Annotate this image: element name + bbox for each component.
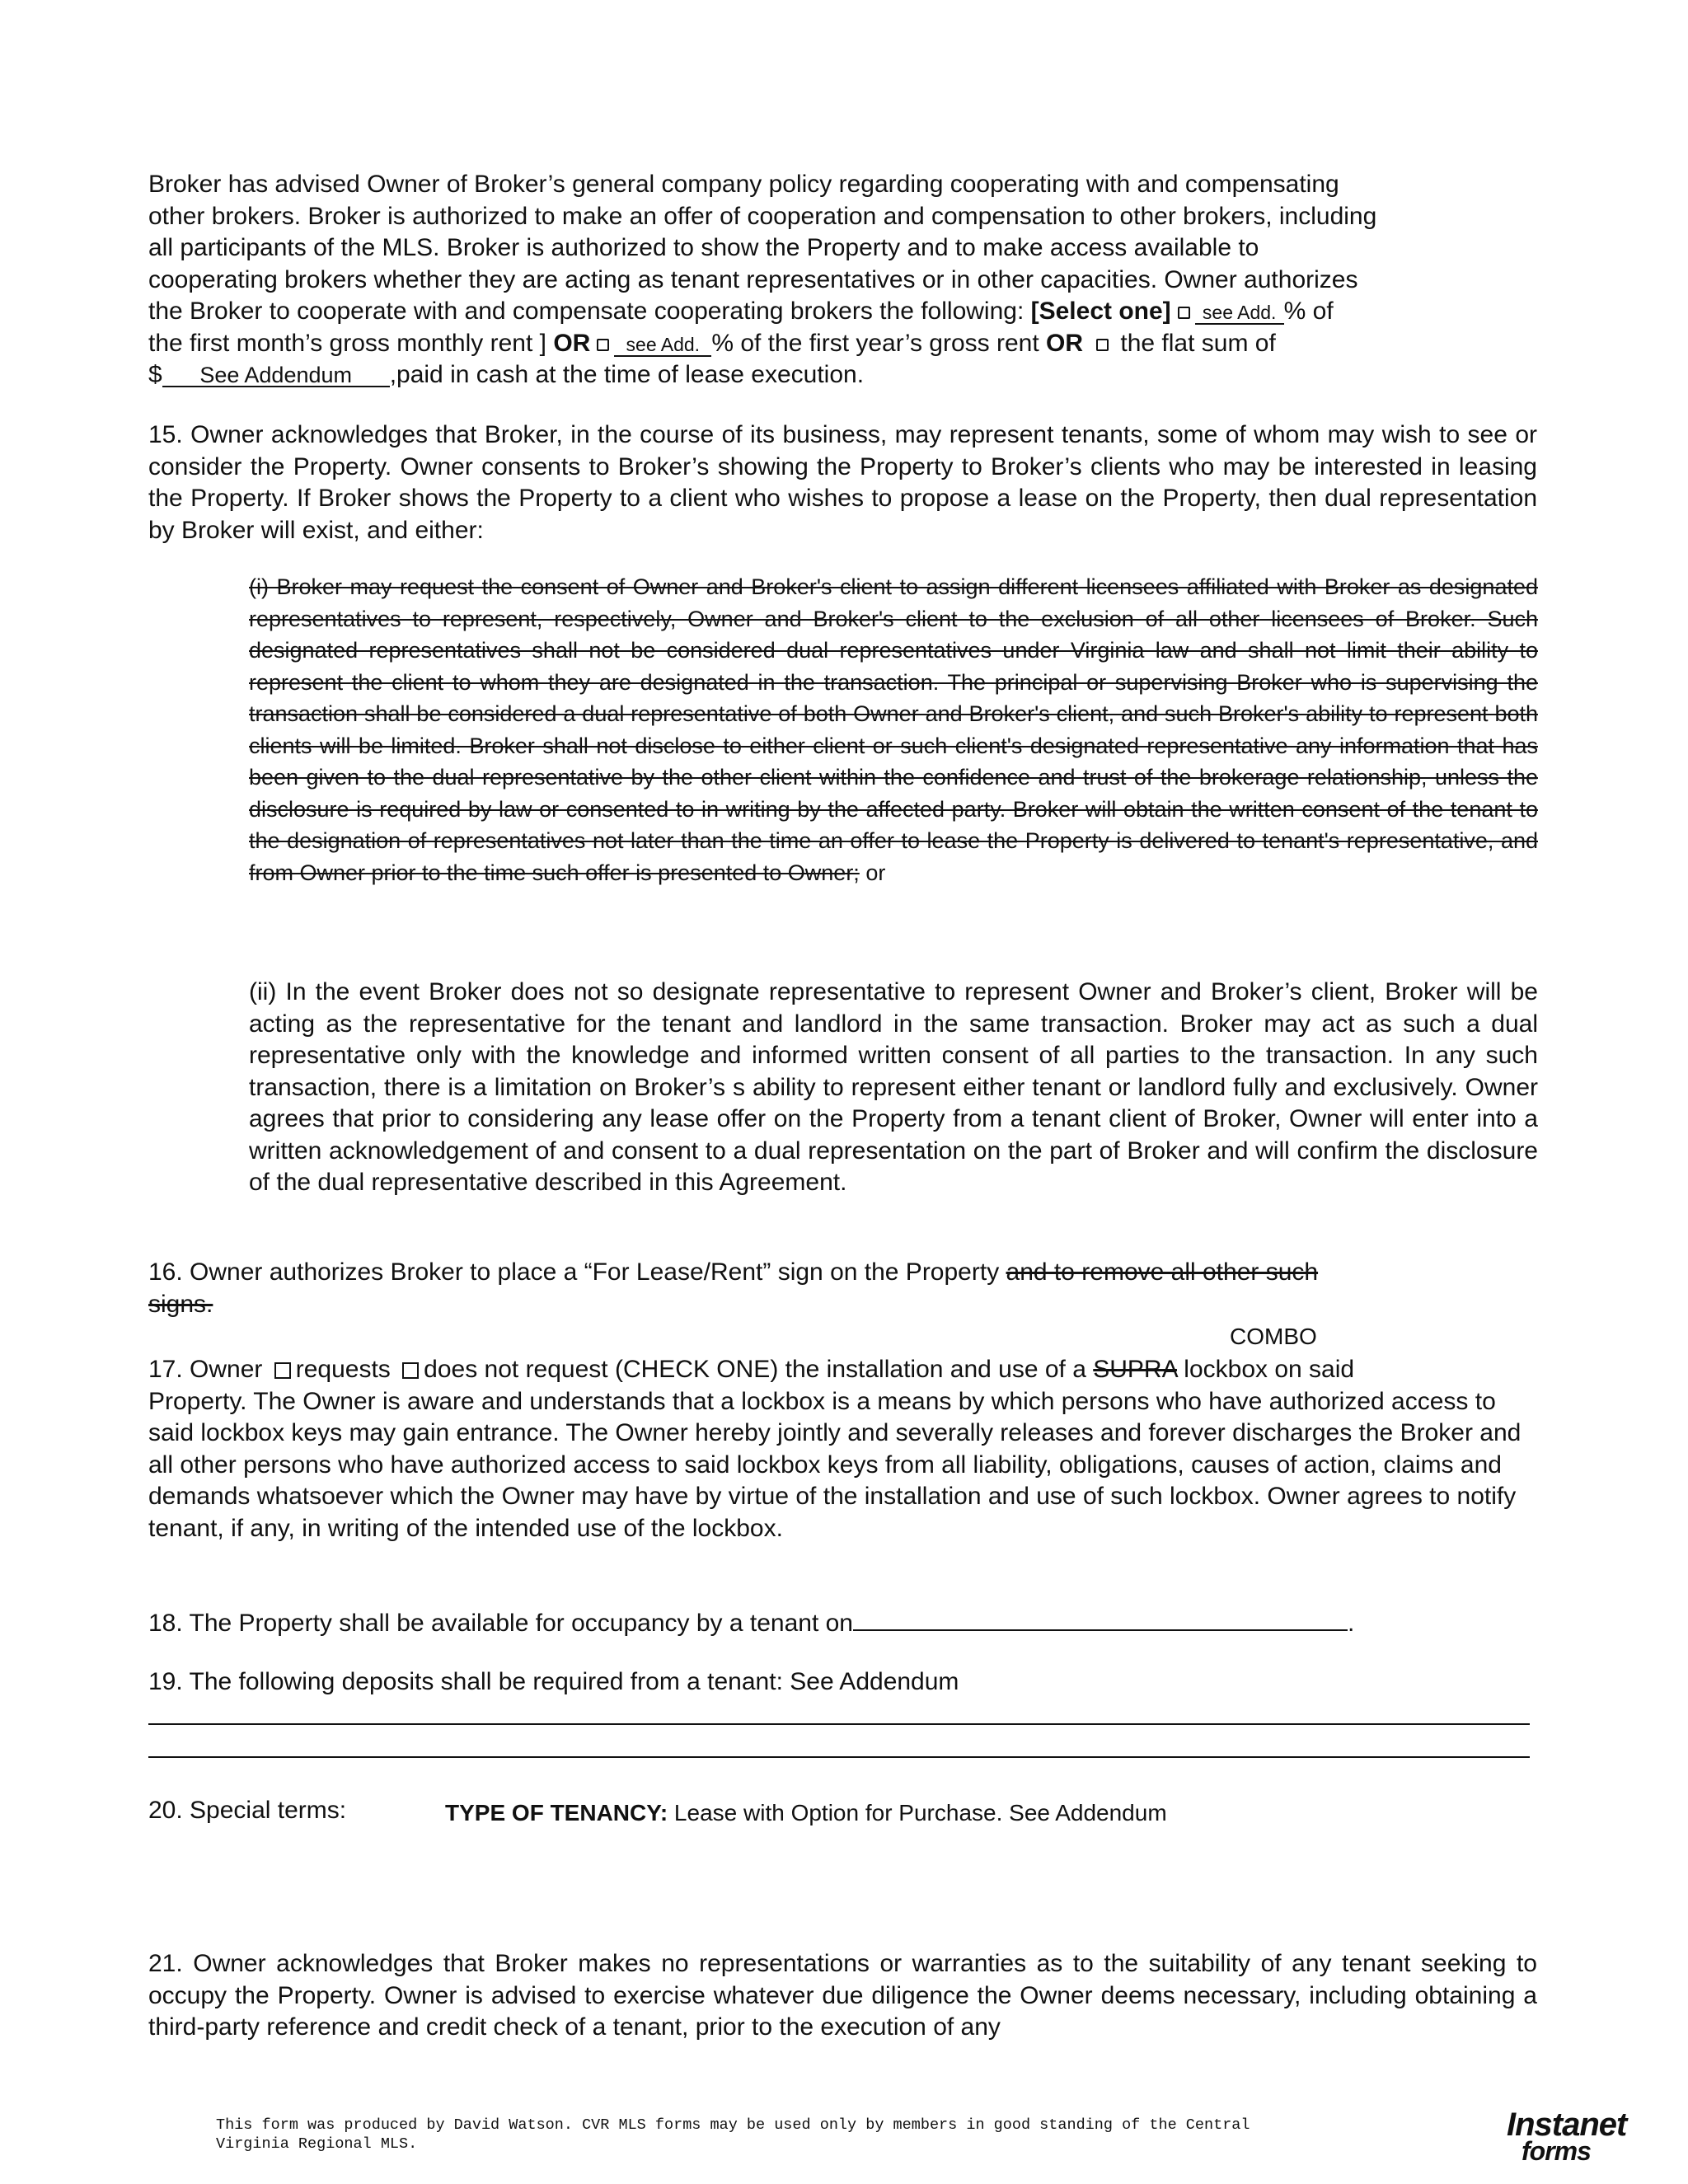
paragraph-15-i	[249, 571, 1538, 888]
p18-text: 18. The Property shall be available for occupancy by a tenant on	[148, 1610, 853, 1637]
p14-line: cooperating brokers whether they are acting as tenant representatives or in other capacities. Owner authorizes	[148, 265, 1358, 293]
p14-line	[148, 328, 1537, 360]
p14-text: % of	[1283, 298, 1334, 325]
p14-line: Broker has advised Owner of Broker’s general company policy regarding cooperating with and compensating	[148, 171, 1339, 198]
fill-flat-sum[interactable]: See Addendum	[162, 364, 390, 387]
p14-line	[148, 359, 1537, 391]
struck-text: and to remove all other such	[1006, 1258, 1319, 1286]
p14-text: the flat sum of	[1114, 329, 1276, 357]
checkbox-month-percent[interactable]	[1178, 307, 1190, 319]
combo-annotation: COMBO	[1230, 1324, 1317, 1349]
checkbox-does-not-request[interactable]	[402, 1362, 419, 1379]
footer-line: This form was produced by David Watson. CVR MLS forms may be used only by members in good standing of the Central	[216, 2116, 1250, 2134]
fill-year-percent[interactable]: see Add.	[614, 334, 711, 357]
paragraph-17	[148, 1354, 1537, 1544]
p14-line: all participants of the MLS. Broker is authorized to show the Property and to make access available to	[148, 234, 1259, 261]
struck-text: signs.	[148, 1290, 213, 1318]
tenancy-type-label: TYPE OF TENANCY:	[445, 1800, 668, 1825]
p19-text: 19. The following deposits shall be required from a tenant:	[148, 1668, 790, 1695]
tenancy-type-value: Lease with Option for Purchase. See Addendum	[668, 1800, 1167, 1825]
p17-text: 17. Owner	[148, 1356, 270, 1383]
fill-month-percent[interactable]: see Add.	[1195, 302, 1284, 325]
p14-line: other brokers. Broker is authorized to make an offer of cooperation and compensation to other brokers, including	[148, 202, 1377, 230]
footer-note	[216, 2116, 1452, 2154]
p17-rest: Property. The Owner is aware and understands that a lockbox is a means by which persons who have authorized access to said lockbox keys may gain entrance. The Owner hereby jointly and severally releases and forever discharges the Broker and all other persons who have authorized access to said lockbox keys from all liability, obligations, causes of action, claims and demands whatsoever which the Owner may have by virtue of the installation and use of such lockbox. Owner agrees to notify tenant, if any, in writing of the intended use of the lockbox.	[148, 1387, 1522, 1542]
paragraph-15-ii: (ii) In the event Broker does not so designate representative to represent Owner and Broker’s client, Broker will be acting as the representative for the tenant and landlord in the same transaction. Broker may act as such a dual representative only with the knowledge and informed written consent of all parties to the transaction. In any such transaction, there is a limitation on Broker’s s ability to represent either tenant or landlord fully and exclusively. Owner agrees that prior to considering any lease offer on the Property from a tenant client of Broker, Owner will enter into a written acknowledgement of and consent to a dual representation on the part of Broker and will confirm the disclosure of the dual representative described in this Agreement.	[249, 978, 1538, 1196]
p14-text: the first month’s gross monthly rent ]	[148, 329, 554, 357]
or-label: OR	[553, 329, 591, 357]
paragraph-18	[148, 1608, 1537, 1640]
dollar-sign: $	[148, 361, 162, 388]
paragraph-19	[148, 1666, 1537, 1699]
p14-text: the Broker to cooperate with and compensate cooperating brokers the following:	[148, 298, 1031, 325]
checkbox-requests[interactable]	[274, 1362, 291, 1379]
deposits-line[interactable]	[148, 1756, 1530, 1758]
or-label: OR	[1046, 329, 1084, 357]
struck-text: (i) Broker may request the consent of Owner and Broker's client to assign different licensees affiliated with Broker as designated representatives to represent, respectively, Owner and Broker's client to the exclusion of all other licensees of Broker. Such designated representatives shall not be considered dual representatives under Virginia law and shall not limit their ability to represent the client to whom they are designated in the transaction. The principal or supervising Broker who is supervising the transaction shall be considered a dual representative of both Owner and Broker's client, and such Broker's ability to represent both clients will be limited. Broker shall not disclose to either client or such client's designated representative any information that has been given to the dual representative by the other client within the confidence and trust of the brokerage relationship, unless the disclosure is required by law or consented to in writing by the affected party. Broker will obtain the written consent of the tenant to the designation of representatives not later than the time an offer to lease the Property is delivered to tenant's representative, and from Owner prior to the time such offer is presented to Owner;	[249, 574, 1538, 885]
paragraph-16	[148, 1257, 1537, 1320]
p14-text: % of the first year’s gross rent	[711, 329, 1047, 357]
p14-text: ,paid in cash at the time of lease execution.	[389, 361, 865, 388]
instanet-forms-logo	[1507, 2107, 1663, 2172]
logo-text: forms	[1522, 2136, 1591, 2166]
select-one-label: [Select one]	[1030, 298, 1171, 325]
p17-text: does not request (CHECK ONE) the installation and use of a	[424, 1356, 1094, 1383]
logo-text: Instanet	[1507, 2107, 1627, 2143]
paragraph-14	[148, 169, 1537, 391]
paragraph-21: 21. Owner acknowledges that Broker makes no representations or warranties as to the suitability of any tenant seeking to occupy the Property. Owner is advised to exercise whatever due diligence the Owner deems necessary, including obtaining a third-party reference and credit check of a tenant, prior to the execution of any	[148, 1950, 1537, 2041]
deposits-line[interactable]	[148, 1723, 1530, 1725]
struck-text: SUPRA	[1093, 1356, 1177, 1383]
checkbox-flat-sum[interactable]	[1096, 339, 1109, 351]
p17-text: lockbox on said	[1176, 1356, 1355, 1383]
footer-line: Virginia Regional MLS.	[216, 2135, 418, 2153]
p17-text: requests	[295, 1356, 398, 1383]
p18-end: .	[1348, 1610, 1355, 1637]
deposits-value[interactable]: See Addendum	[790, 1668, 959, 1695]
p15-i-or: or	[859, 860, 886, 885]
paragraph-15: 15. Owner acknowledges that Broker, in the course of its business, may represent tenants, some of whom may wish to see or consider the Property. Owner consents to Broker’s showing the Property to Broker’s clients who may be interested in leasing the Property. If Broker shows the Property to a client who wishes to propose a lease on the Property, then dual representation by Broker will exist, and either:	[148, 421, 1537, 544]
checkbox-year-percent[interactable]	[597, 339, 609, 351]
special-terms-value[interactable]	[445, 1797, 1517, 1830]
p16-text: 16. Owner authorizes Broker to place a “For Lease/Rent” sign on the Property	[148, 1258, 1006, 1286]
special-terms-label: 20. Special terms:	[148, 1797, 347, 1824]
p14-line	[148, 296, 1537, 328]
occupancy-date-field[interactable]	[853, 1608, 1348, 1631]
